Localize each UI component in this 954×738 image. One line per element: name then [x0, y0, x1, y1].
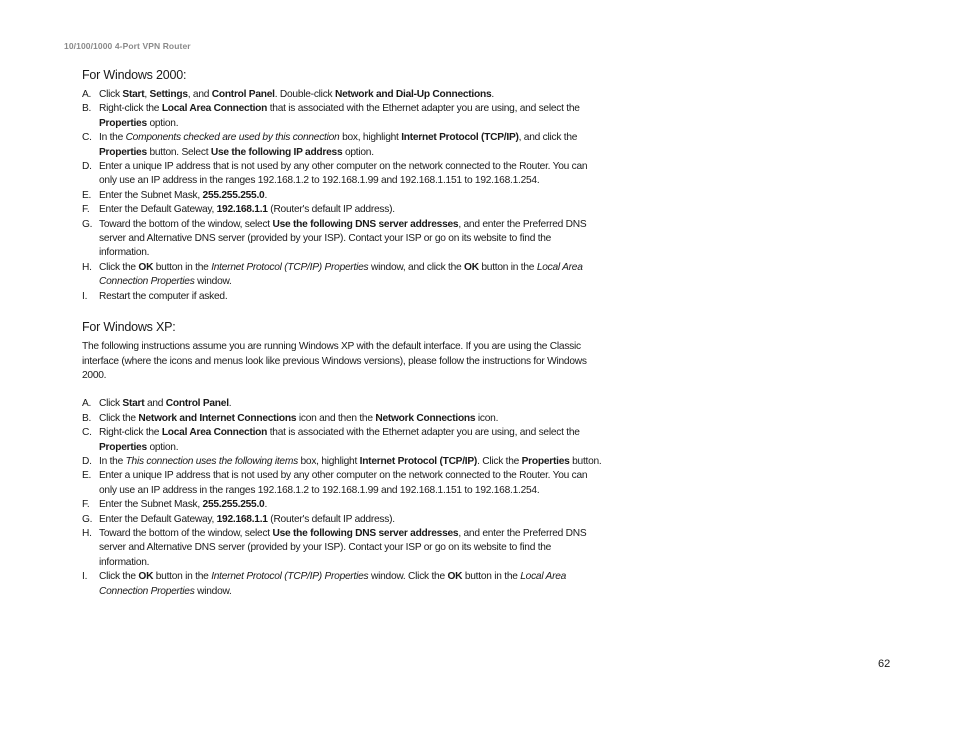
step-item [82, 397, 602, 411]
step-text-bold: Control Panel [211, 89, 275, 100]
step-text: , and click the [518, 132, 578, 144]
step-text-bold: Use the following IP address [210, 146, 343, 158]
step-text: In the [99, 455, 126, 467]
step-text: . [264, 189, 268, 201]
step-text: option. [146, 441, 179, 453]
step-text: Toward the bottom of the window, select [99, 527, 273, 539]
step-text: Enter a unique IP address that is not used by any other computer on the network connected to the Router. You can only use an IP address in the ranges 192.168.1.2 to 192.168.1.99 and 192.168.1.151 to 192.168.1.254. [99, 470, 588, 496]
step-text: , [144, 89, 150, 100]
step-text-bold: Internet Protocol (TCP/IP) [401, 132, 519, 144]
step-text: Click [99, 89, 123, 100]
step-text: Click the [99, 571, 139, 583]
step-letter: D. [82, 161, 92, 173]
step-text-bold: 255.255.255.0 [202, 499, 265, 511]
document-header: 10/100/1000 4-Port VPN Router [64, 41, 191, 51]
step-text: . Click the [477, 455, 522, 467]
step-text: . [264, 499, 268, 511]
windows-xp-steps [82, 397, 602, 599]
step-item [82, 218, 602, 261]
step-text: Restart the computer if asked. [99, 290, 228, 302]
step-letter: E. [82, 189, 92, 201]
step-text: Click the [99, 412, 139, 424]
step-text: window. [194, 585, 232, 597]
step-item [82, 160, 602, 189]
step-letter: H. [82, 261, 92, 273]
step-item [82, 290, 602, 304]
step-text: button in the [478, 261, 537, 273]
step-letter: B. [82, 412, 92, 424]
step-letter: F. [82, 499, 90, 511]
step-text-bold: Local Area Connection [161, 427, 268, 439]
step-text-bold: OK [138, 261, 154, 273]
step-item [82, 513, 602, 527]
step-text-bold: OK [464, 261, 479, 273]
step-text-bold: Properties [99, 441, 147, 453]
step-item [82, 469, 602, 498]
step-text-bold: Control Panel [165, 398, 229, 410]
step-item [82, 455, 602, 469]
step-item [82, 203, 602, 217]
step-text: Click [99, 398, 123, 410]
step-text: , and [187, 89, 212, 100]
step-text: . [228, 398, 232, 410]
step-letter: C. [82, 132, 92, 144]
step-item [82, 131, 602, 160]
step-text: box, highlight [339, 132, 402, 144]
step-text: that is associated with the Ethernet adapter you are using, and select the [267, 103, 580, 115]
step-item [82, 88, 602, 102]
step-letter: I. [82, 290, 88, 302]
step-item [82, 498, 602, 512]
step-text-bold: Properties [521, 455, 570, 467]
step-text: . Double-click [274, 89, 335, 100]
step-text: option. [146, 117, 179, 129]
step-text: Toward the bottom of the window, select [99, 218, 273, 230]
step-text-italic: This connection uses the following items [125, 455, 298, 467]
step-text: Right-click the [99, 427, 162, 439]
step-letter: C. [82, 427, 92, 439]
step-letter: G. [82, 513, 93, 525]
step-text-bold: Local Area Connection [161, 103, 268, 115]
step-text-bold: Properties [99, 146, 147, 158]
step-letter: G. [82, 218, 93, 230]
step-text: Enter the Subnet Mask, [99, 189, 203, 201]
step-text: button in the [462, 571, 521, 583]
step-text: button. Select [146, 146, 211, 158]
step-text: Click the [99, 261, 139, 273]
step-letter: A. [82, 89, 92, 100]
windows-xp-intro: The following instructions assume you are running Windows XP with the default interface. If you are using the Classic interface (where the icons and menus look like previous Windows versions), please follow the instructions for Windows 2000. [82, 341, 587, 381]
step-text: In the [99, 132, 126, 144]
step-item [82, 261, 602, 290]
step-text-bold: OK [138, 571, 154, 583]
step-text: . [491, 89, 494, 100]
step-item [82, 102, 602, 131]
step-letter: H. [82, 527, 92, 539]
step-text-bold: Use the following DNS server addresses [272, 527, 459, 539]
step-text: Enter the Default Gateway, [99, 513, 217, 525]
windows-2000-steps [82, 88, 602, 304]
step-letter: F. [82, 204, 90, 216]
step-text: icon. [475, 412, 499, 424]
step-text: icon and then the [296, 412, 376, 424]
document-body [82, 68, 602, 599]
step-item [82, 189, 602, 203]
step-letter: I. [82, 571, 88, 583]
step-text: option. [342, 146, 374, 158]
step-text-italic: Local Area Connection Properties [99, 261, 583, 288]
step-text-bold: Properties [99, 117, 147, 129]
step-text-bold: Network Connections [375, 412, 476, 424]
step-text: window. Click the [368, 571, 448, 583]
step-text-italic: Local Area Connection Properties [99, 571, 567, 597]
step-text-bold: OK [447, 571, 463, 583]
step-text: button. [569, 455, 602, 467]
step-text: (Router's default IP address). [267, 204, 395, 216]
step-letter: D. [82, 455, 92, 467]
step-text: button in the [153, 571, 212, 583]
step-text: window. [194, 276, 232, 288]
step-text-bold: Settings [149, 89, 188, 100]
step-text-bold: Internet Protocol (TCP/IP) [359, 455, 478, 467]
step-text-bold: 255.255.255.0 [202, 189, 265, 201]
step-item [82, 527, 602, 570]
step-text-bold: Network and Internet Connections [138, 412, 297, 424]
step-text-italic: Components checked are used by this connection [125, 132, 340, 144]
step-text: and [144, 398, 166, 410]
section-title-windows-2000: For Windows 2000: [82, 68, 187, 82]
step-item [82, 570, 602, 599]
step-text: box, highlight [297, 455, 360, 467]
step-text-bold: 192.168.1.1 [216, 513, 268, 525]
step-item [82, 426, 602, 455]
step-text: Right-click the [99, 103, 162, 115]
page-number: 62 [878, 658, 891, 670]
step-text: that is associated with the Ethernet adapter you are using, and select the [267, 427, 580, 439]
step-text-bold: Use the following DNS server addresses [272, 218, 459, 230]
step-text-bold: 192.168.1.1 [216, 204, 268, 216]
step-letter: E. [82, 470, 92, 482]
step-text: Enter a unique IP address that is not used by any other computer on the network connected to the Router. You can only use an IP address in the ranges 192.168.1.2 to 192.168.1.99 and 192.168.1.151 to 192.168.1.254. [99, 161, 588, 187]
step-letter: B. [82, 103, 92, 115]
step-text-italic: Internet Protocol (TCP/IP) Properties [211, 571, 369, 583]
step-text-italic: Internet Protocol (TCP/IP) Properties [211, 261, 369, 273]
step-text: button in the [153, 261, 212, 273]
step-text: (Router's default IP address). [267, 513, 395, 525]
step-text-bold: Start [122, 398, 145, 410]
step-text: Enter the Subnet Mask, [99, 499, 203, 511]
step-text-bold: Start [122, 89, 145, 100]
section-title-windows-xp: For Windows XP: [82, 320, 176, 335]
step-text: , and enter the Preferred DNS server and Alternative DNS server (provided by your ISP). Contact your ISP or go on its website to find the information. [99, 527, 587, 568]
step-text: , and enter the Preferred DNS server and Alternative DNS server (provided by your ISP). Contact your ISP or go on its website to find the information. [99, 218, 587, 259]
step-letter: A. [82, 398, 92, 410]
step-text-bold: Network and Dial-Up Connections [334, 89, 492, 100]
step-item [82, 412, 602, 426]
step-text: Enter the Default Gateway, [99, 204, 217, 216]
step-text: window, and click the [368, 261, 465, 273]
